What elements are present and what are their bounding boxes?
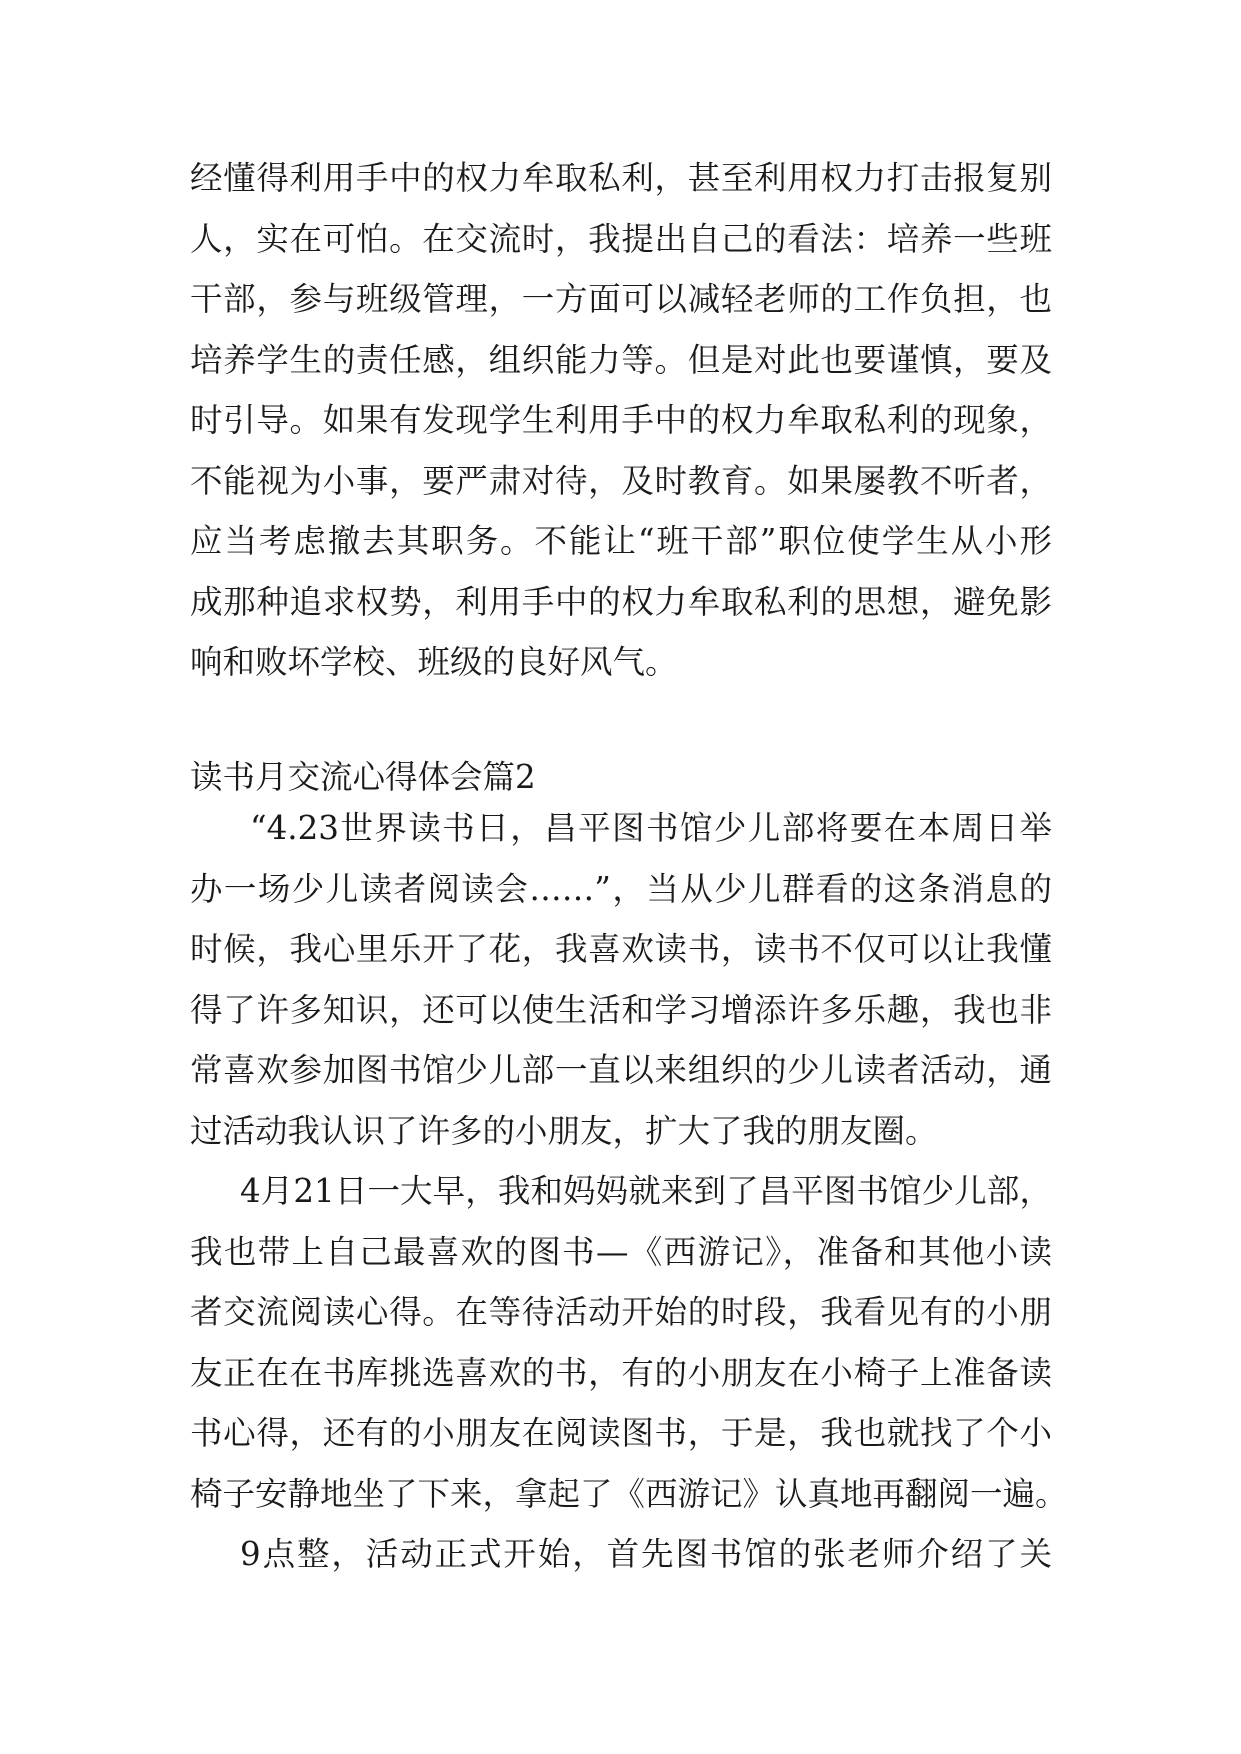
text-line: 友正在在书库挑选喜欢的书，有的小朋友在小椅子上准备读 xyxy=(190,1353,1052,1392)
text-line: 时引导。如果有发现学生利用手中的权力牟取私利的现象， xyxy=(190,401,1052,439)
essay-section-1 xyxy=(190,148,1052,693)
text-line: 培养学生的责任感，组织能力等。但是对此也要谨慎，要及 xyxy=(190,340,1052,379)
text-line: 办一场少儿读者阅读会……”，当从少儿群看的这条消息的 xyxy=(190,869,1052,908)
text-line: 经懂得利用手中的权力牟取私利，甚至利用权力打击报复别 xyxy=(190,159,1052,197)
text-line: “4.23世界读书日，昌平图书馆少儿部将要在本周日举 xyxy=(250,809,1052,847)
paragraph-2 xyxy=(190,1161,1068,1524)
text-line: 成那种追求权势，利用手中的权力牟取私利的思想，避免影 xyxy=(190,582,1052,621)
text-line: 干部，参与班级管理，一方面可以减轻老师的工作负担，也 xyxy=(190,280,1052,318)
text-line: 人，实在可怕。在交流时，我提出自己的看法：培养一些班 xyxy=(190,219,1052,258)
section-heading: 读书月交流心得体会篇2 xyxy=(190,758,536,796)
text-line: 我也带上自己最喜欢的图书—《西游记》，准备和其他小读 xyxy=(190,1232,1052,1271)
text-line: 书心得，还有的小朋友在阅读图书，于是，我也就找了个小 xyxy=(190,1414,1052,1452)
text-line: 4月21日一大早，我和妈妈就来到了昌平图书馆少儿部， xyxy=(240,1172,1052,1210)
text-line: 者交流阅读心得。在等待活动开始的时段，我看见有的小朋 xyxy=(190,1293,1052,1331)
paragraph-3 xyxy=(190,1524,1052,1585)
text-line: 响和败坏学校、班级的良好风气。 xyxy=(190,643,678,681)
text-line: 过活动我认识了许多的小朋友，扩大了我的朋友圈。 xyxy=(190,1111,938,1150)
text-line: 9点整，活动正式开始，首先图书馆的张老师介绍了关 xyxy=(240,1535,1052,1573)
paragraph-1 xyxy=(190,798,1052,1161)
text-line: 常喜欢参加图书馆少儿部一直以来组织的少儿读者活动，通 xyxy=(190,1051,1052,1089)
text-line: 应当考虑撤去其职务。不能让“班干部”职位使学生从小形 xyxy=(190,522,1052,560)
text-line: 得了许多知识，还可以使生活和学习增添许多乐趣，我也非 xyxy=(190,990,1052,1029)
text-line: 椅子安静地坐了下来，拿起了《西游记》认真地再翻阅一遍。 xyxy=(190,1474,1068,1513)
text-line: 时候，我心里乐开了花，我喜欢读书，读书不仅可以让我懂 xyxy=(190,930,1052,968)
text-line: 不能视为小事，要严肃对待，及时教育。如果屡教不听者， xyxy=(190,461,1052,500)
